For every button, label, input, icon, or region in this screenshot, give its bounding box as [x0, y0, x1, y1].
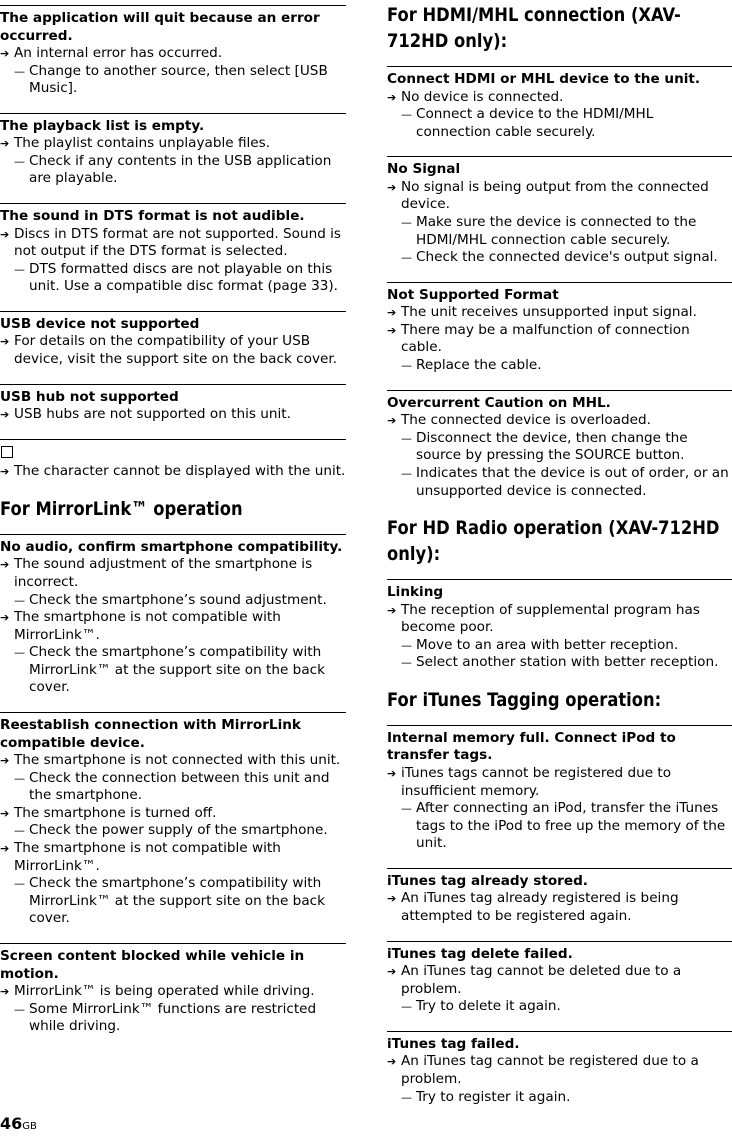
error-entry: [387, 156, 732, 266]
cause: ➔ The character cannot be displayed with the unit.: [0, 463, 346, 481]
error-title: No audio, confirm smartphone compatibility.: [0, 538, 343, 555]
remedy: — Check the smartphone’s compatibility with MirrorLink™ at the support site on the back cover.: [0, 875, 346, 928]
error-entry: [387, 868, 732, 926]
error-title: No Signal: [387, 161, 461, 178]
cause: ➔ Discs in DTS format are not supported. Sound is not output if the DTS format is selected.: [0, 226, 346, 261]
remedy: — Check the connection between this unit and the smartphone.: [0, 770, 346, 805]
page-number-value: 46: [0, 1114, 23, 1133]
error-title: The application will quit because an error occurred.: [0, 10, 320, 44]
cause: ➔ The playlist contains unplayable files.: [0, 135, 346, 153]
cause: ➔ The unit receives unsupported input signal.: [387, 304, 732, 322]
section-heading-itunes: For iTunes Tagging operation:: [387, 688, 662, 711]
remedy: — Try to register it again.: [387, 1089, 732, 1107]
error-title: The sound in DTS format is not audible.: [0, 208, 305, 225]
error-entry: [387, 725, 732, 853]
error-title: Overcurrent Caution on MHL.: [387, 394, 611, 411]
remedy: — Move to an area with better reception.: [387, 637, 732, 655]
page-number: [0, 1115, 37, 1136]
remedy: — Check if any contents in the USB application are playable.: [0, 153, 346, 188]
cause: ➔ For details on the compatibility of your USB device, visit the support site on the back cover.: [0, 333, 346, 368]
remedy: — Check the power supply of the smartphone.: [0, 822, 346, 840]
error-entry: [387, 66, 732, 141]
remedy: — Disconnect the device, then change the source by pressing the SOURCE button.: [387, 430, 732, 465]
unknown-character-icon: [1, 446, 13, 458]
error-entry: [0, 384, 346, 424]
cause: ➔ An iTunes tag cannot be registered due to a problem.: [387, 1053, 732, 1088]
cause: ➔ The smartphone is not compatible with MirrorLink™.: [0, 840, 346, 875]
remedy: — Make sure the device is connected to the HDMI/MHL connection cable securely.: [387, 214, 732, 249]
cause: ➔ The smartphone is not compatible with MirrorLink™.: [0, 609, 346, 644]
cause: ➔ The sound adjustment of the smartphone is incorrect.: [0, 556, 346, 591]
error-entry: [0, 203, 346, 296]
remedy: — Connect a device to the HDMI/MHL connection cable securely.: [387, 106, 732, 141]
error-entry: [387, 390, 732, 500]
error-title: Reestablish connection with MirrorLink compatible device.: [0, 717, 301, 751]
error-entry: [387, 941, 732, 1016]
error-entry: [0, 311, 346, 369]
error-title: [0, 444, 346, 464]
error-title: iTunes tag already stored.: [387, 872, 588, 889]
remedy: — Check the connected device's output signal.: [387, 249, 732, 267]
remedy: — DTS formatted discs are not playable on this unit. Use a compatible disc format (page 33).: [0, 261, 346, 296]
remedy: — Change to another source, then select [USB Music].: [0, 63, 346, 98]
section-heading-mirrorlink: For MirrorLink™ operation: [0, 497, 243, 520]
error-title: Linking: [387, 584, 444, 601]
error-entry: [0, 113, 346, 188]
cause: ➔ An iTunes tag cannot be deleted due to a problem.: [387, 963, 732, 998]
error-entry: [0, 439, 346, 481]
cause: ➔ No device is connected.: [387, 89, 732, 107]
error-entry: [0, 534, 346, 697]
cause: ➔ No signal is being output from the connected device.: [387, 179, 732, 214]
error-entry: [0, 5, 346, 98]
cause: ➔ An iTunes tag already registered is being attempted to be registered again.: [387, 890, 732, 925]
error-title: USB device not supported: [0, 315, 200, 332]
remedy: — After connecting an iPod, transfer the iTunes tags to the iPod to free up the memory of the unit.: [387, 800, 732, 853]
cause: ➔ USB hubs are not supported on this unit.: [0, 406, 346, 424]
section-heading-hdmi: For HDMI/MHL connection (XAV-712HD only):: [387, 4, 681, 52]
cause: ➔ There may be a malfunction of connection cable.: [387, 322, 732, 357]
error-title: Not Supported Format: [387, 286, 559, 303]
error-title: Connect HDMI or MHL device to the unit.: [387, 71, 701, 87]
section-heading-hd-radio: For HD Radio operation (XAV-712HD only):: [387, 517, 720, 566]
region-code: GB: [22, 1121, 37, 1132]
error-entry: [387, 1031, 732, 1106]
error-entry: [0, 943, 346, 1036]
remedy: — Try to delete it again.: [387, 998, 732, 1016]
cause: ➔ iTunes tags cannot be registered due to insufficient memory.: [387, 765, 732, 800]
cause: ➔ The reception of supplemental program has become poor.: [387, 602, 732, 637]
cause: ➔ An internal error has occurred.: [0, 45, 346, 63]
error-title: The playback list is empty.: [0, 117, 205, 134]
left-column: [0, 0, 346, 1051]
error-title: iTunes tag delete failed.: [387, 945, 573, 962]
cause: ➔ The connected device is overloaded.: [387, 412, 732, 430]
error-title: Internal memory full. Connect iPod to transfer tags.: [387, 729, 676, 764]
error-entry: [387, 282, 732, 375]
error-entry: [387, 579, 732, 672]
error-title: Screen content blocked while vehicle in motion.: [0, 948, 305, 982]
remedy: — Replace the cable.: [387, 357, 732, 375]
cause: ➔ The smartphone is not connected with this unit.: [0, 752, 346, 770]
error-title: iTunes tag failed.: [387, 1035, 520, 1052]
remedy: — Select another station with better reception.: [387, 654, 732, 672]
cause: ➔ MirrorLink™ is being operated while driving.: [0, 983, 346, 1001]
error-title: USB hub not supported: [0, 388, 179, 405]
error-entry: [0, 712, 346, 928]
remedy: — Some MirrorLink™ functions are restricted while driving.: [0, 1001, 346, 1036]
right-column: [387, 0, 732, 1121]
remedy: — Check the smartphone’s sound adjustment.: [0, 592, 346, 610]
remedy: — Check the smartphone’s compatibility with MirrorLink™ at the support site on the back cover.: [0, 644, 346, 697]
cause: ➔ The smartphone is turned off.: [0, 805, 346, 823]
remedy: — Indicates that the device is out of order, or an unsupported device is connected.: [387, 465, 732, 500]
